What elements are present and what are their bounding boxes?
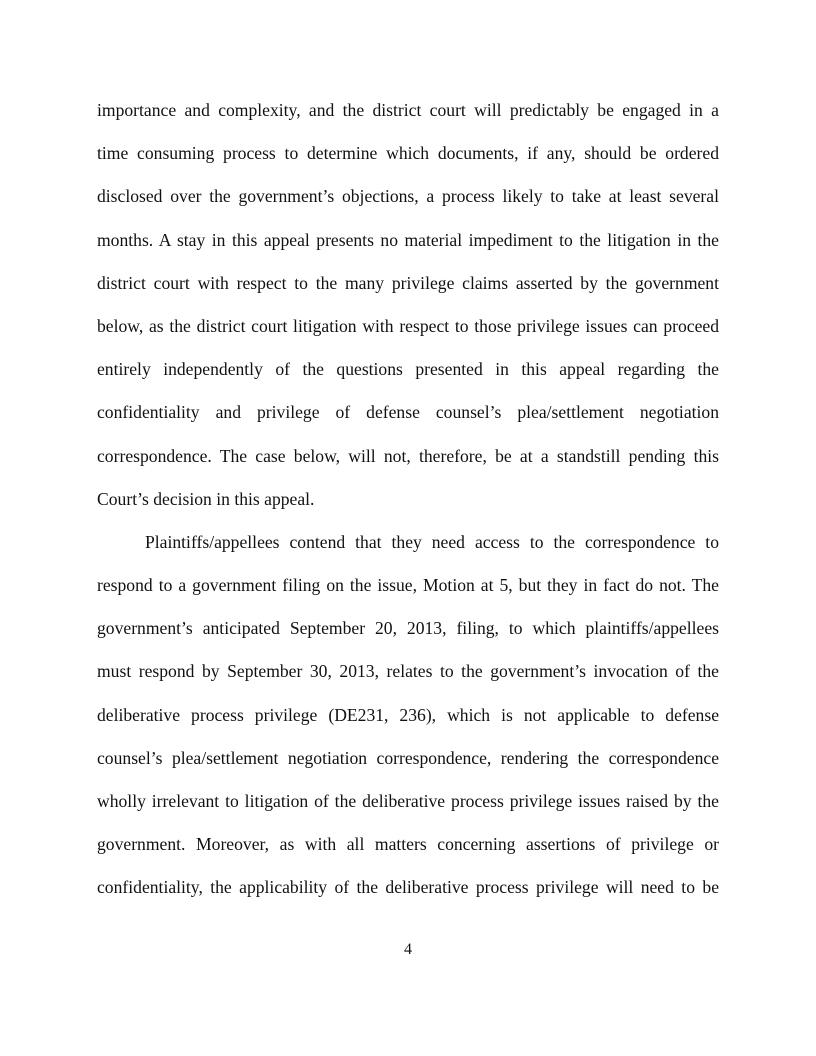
text-line: counsel’s plea/settlement negotiation correspondence, rendering the correspondence <box>97 747 719 768</box>
text-line: Plaintiffs/appellees contend that they need access to the correspondence to <box>145 531 719 552</box>
text-line: entirely independently of the questions presented in this appeal regarding the <box>97 359 719 380</box>
text-line: disclosed over the government’s objections, a process likely to take at least several <box>97 186 719 207</box>
text-line: must respond by September 30, 2013, relates to the government’s invocation of the <box>97 661 719 682</box>
paragraph-2 <box>97 521 719 910</box>
page-number: 4 <box>404 941 412 958</box>
document-body <box>97 89 719 910</box>
text-line: government’s anticipated September 20, 2013, filing, to which plaintiffs/appellees <box>97 618 719 639</box>
text-line: correspondence. The case below, will not, therefore, be at a standstill pending this <box>97 445 719 466</box>
paragraph-1 <box>97 89 719 521</box>
text-line: district court with respect to the many privilege claims asserted by the government <box>97 272 719 293</box>
text-line: confidentiality, the applicability of the deliberative process privilege will need to be <box>97 877 719 898</box>
text-line: government. Moreover, as with all matters concerning assertions of privilege or <box>97 834 719 855</box>
text-line: importance and complexity, and the district court will predictably be engaged in a <box>97 100 719 120</box>
text-line: wholly irrelevant to litigation of the deliberative process privilege issues raised by the <box>97 791 719 811</box>
text-line: time consuming process to determine which documents, if any, should be ordered <box>97 143 719 164</box>
text-line: Court’s decision in this appeal. <box>97 488 315 509</box>
text-line: respond to a government filing on the issue, Motion at 5, but they in fact do not. The <box>97 575 719 596</box>
text-line: deliberative process privilege (DE231, 236), which is not applicable to defense <box>97 704 719 725</box>
text-line: confidentiality and privilege of defense counsel’s plea/settlement negotiation <box>97 402 719 423</box>
text-line: below, as the district court litigation with respect to those privilege issues can proceed <box>97 315 719 336</box>
text-line: months. A stay in this appeal presents no material impediment to the litigation in the <box>97 229 719 250</box>
